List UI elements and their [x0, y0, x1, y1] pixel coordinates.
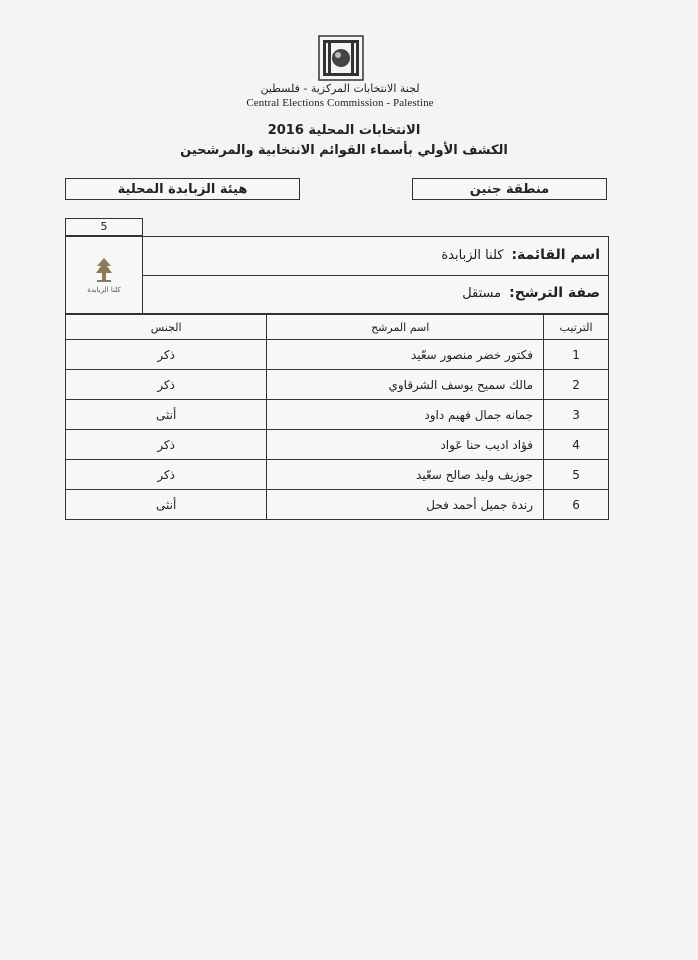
order-cell: 5 [544, 460, 609, 490]
order-cell: 1 [544, 340, 609, 370]
sex-cell: ذكر [66, 340, 267, 370]
candidacy-type-row [462, 285, 600, 301]
sex-cell: أنثى [66, 400, 267, 430]
order-cell: 6 [544, 490, 609, 520]
sex-header: الجنس [66, 315, 267, 340]
sex-cell: ذكر [66, 460, 267, 490]
table-row [66, 460, 609, 490]
table-row [66, 430, 609, 460]
sex-cell: ذكر [66, 370, 267, 400]
list-name-value: كلنا الزبابدة [441, 248, 504, 263]
candidates-table [65, 314, 609, 520]
tree-icon [93, 256, 115, 284]
candidacy-type-label: صفة الترشح: [509, 285, 600, 301]
table-header-row [66, 315, 609, 340]
name-cell: فؤاد اديب حنا عَواد [267, 430, 544, 460]
name-cell: رندة جميل أحمد فحل [267, 490, 544, 520]
name-header: اسم المرشح [267, 315, 544, 340]
page-subtitle: الكشف الأولي بأسماء القوائم الانتخابية والمرشحين [180, 143, 508, 158]
name-cell: فكتور خضر منصور سعّيد [267, 340, 544, 370]
list-number: 5 [65, 218, 143, 236]
list-logo-caption: كلنا الزبابدة [87, 286, 121, 294]
name-cell: مالك سميح يوسف الشرقاوي [267, 370, 544, 400]
table-row [66, 370, 609, 400]
order-cell: 3 [544, 400, 609, 430]
list-name-label: اسم القائمة: [511, 247, 600, 263]
table-row [66, 400, 609, 430]
name-cell: جمانه جمال فهيم داود [267, 400, 544, 430]
list-name-row [441, 247, 600, 263]
sex-cell: ذكر [66, 430, 267, 460]
order-cell: 4 [544, 430, 609, 460]
org-name-english: Central Elections Commission - Palestine [246, 97, 434, 109]
org-name-arabic: لجنة الانتخابات المركزية - فلسطين [260, 82, 420, 95]
table-row [66, 490, 609, 520]
candidacy-type-value: مستقل [462, 286, 502, 301]
order-cell: 2 [544, 370, 609, 400]
divider [143, 275, 608, 276]
list-logo [66, 237, 143, 313]
local-authority-box: هيئة الزبابدة المحلية [65, 178, 300, 200]
cec-logo-icon [318, 35, 364, 81]
list-info-box [65, 236, 609, 314]
sex-cell: أنثى [66, 490, 267, 520]
order-header: الترتيب [544, 315, 609, 340]
table-row [66, 340, 609, 370]
name-cell: جوزيف وليد صالح سعّيد [267, 460, 544, 490]
region-box: منطقة جنين [412, 178, 607, 200]
page-title: الانتخابات المحلية 2016 [267, 123, 421, 138]
